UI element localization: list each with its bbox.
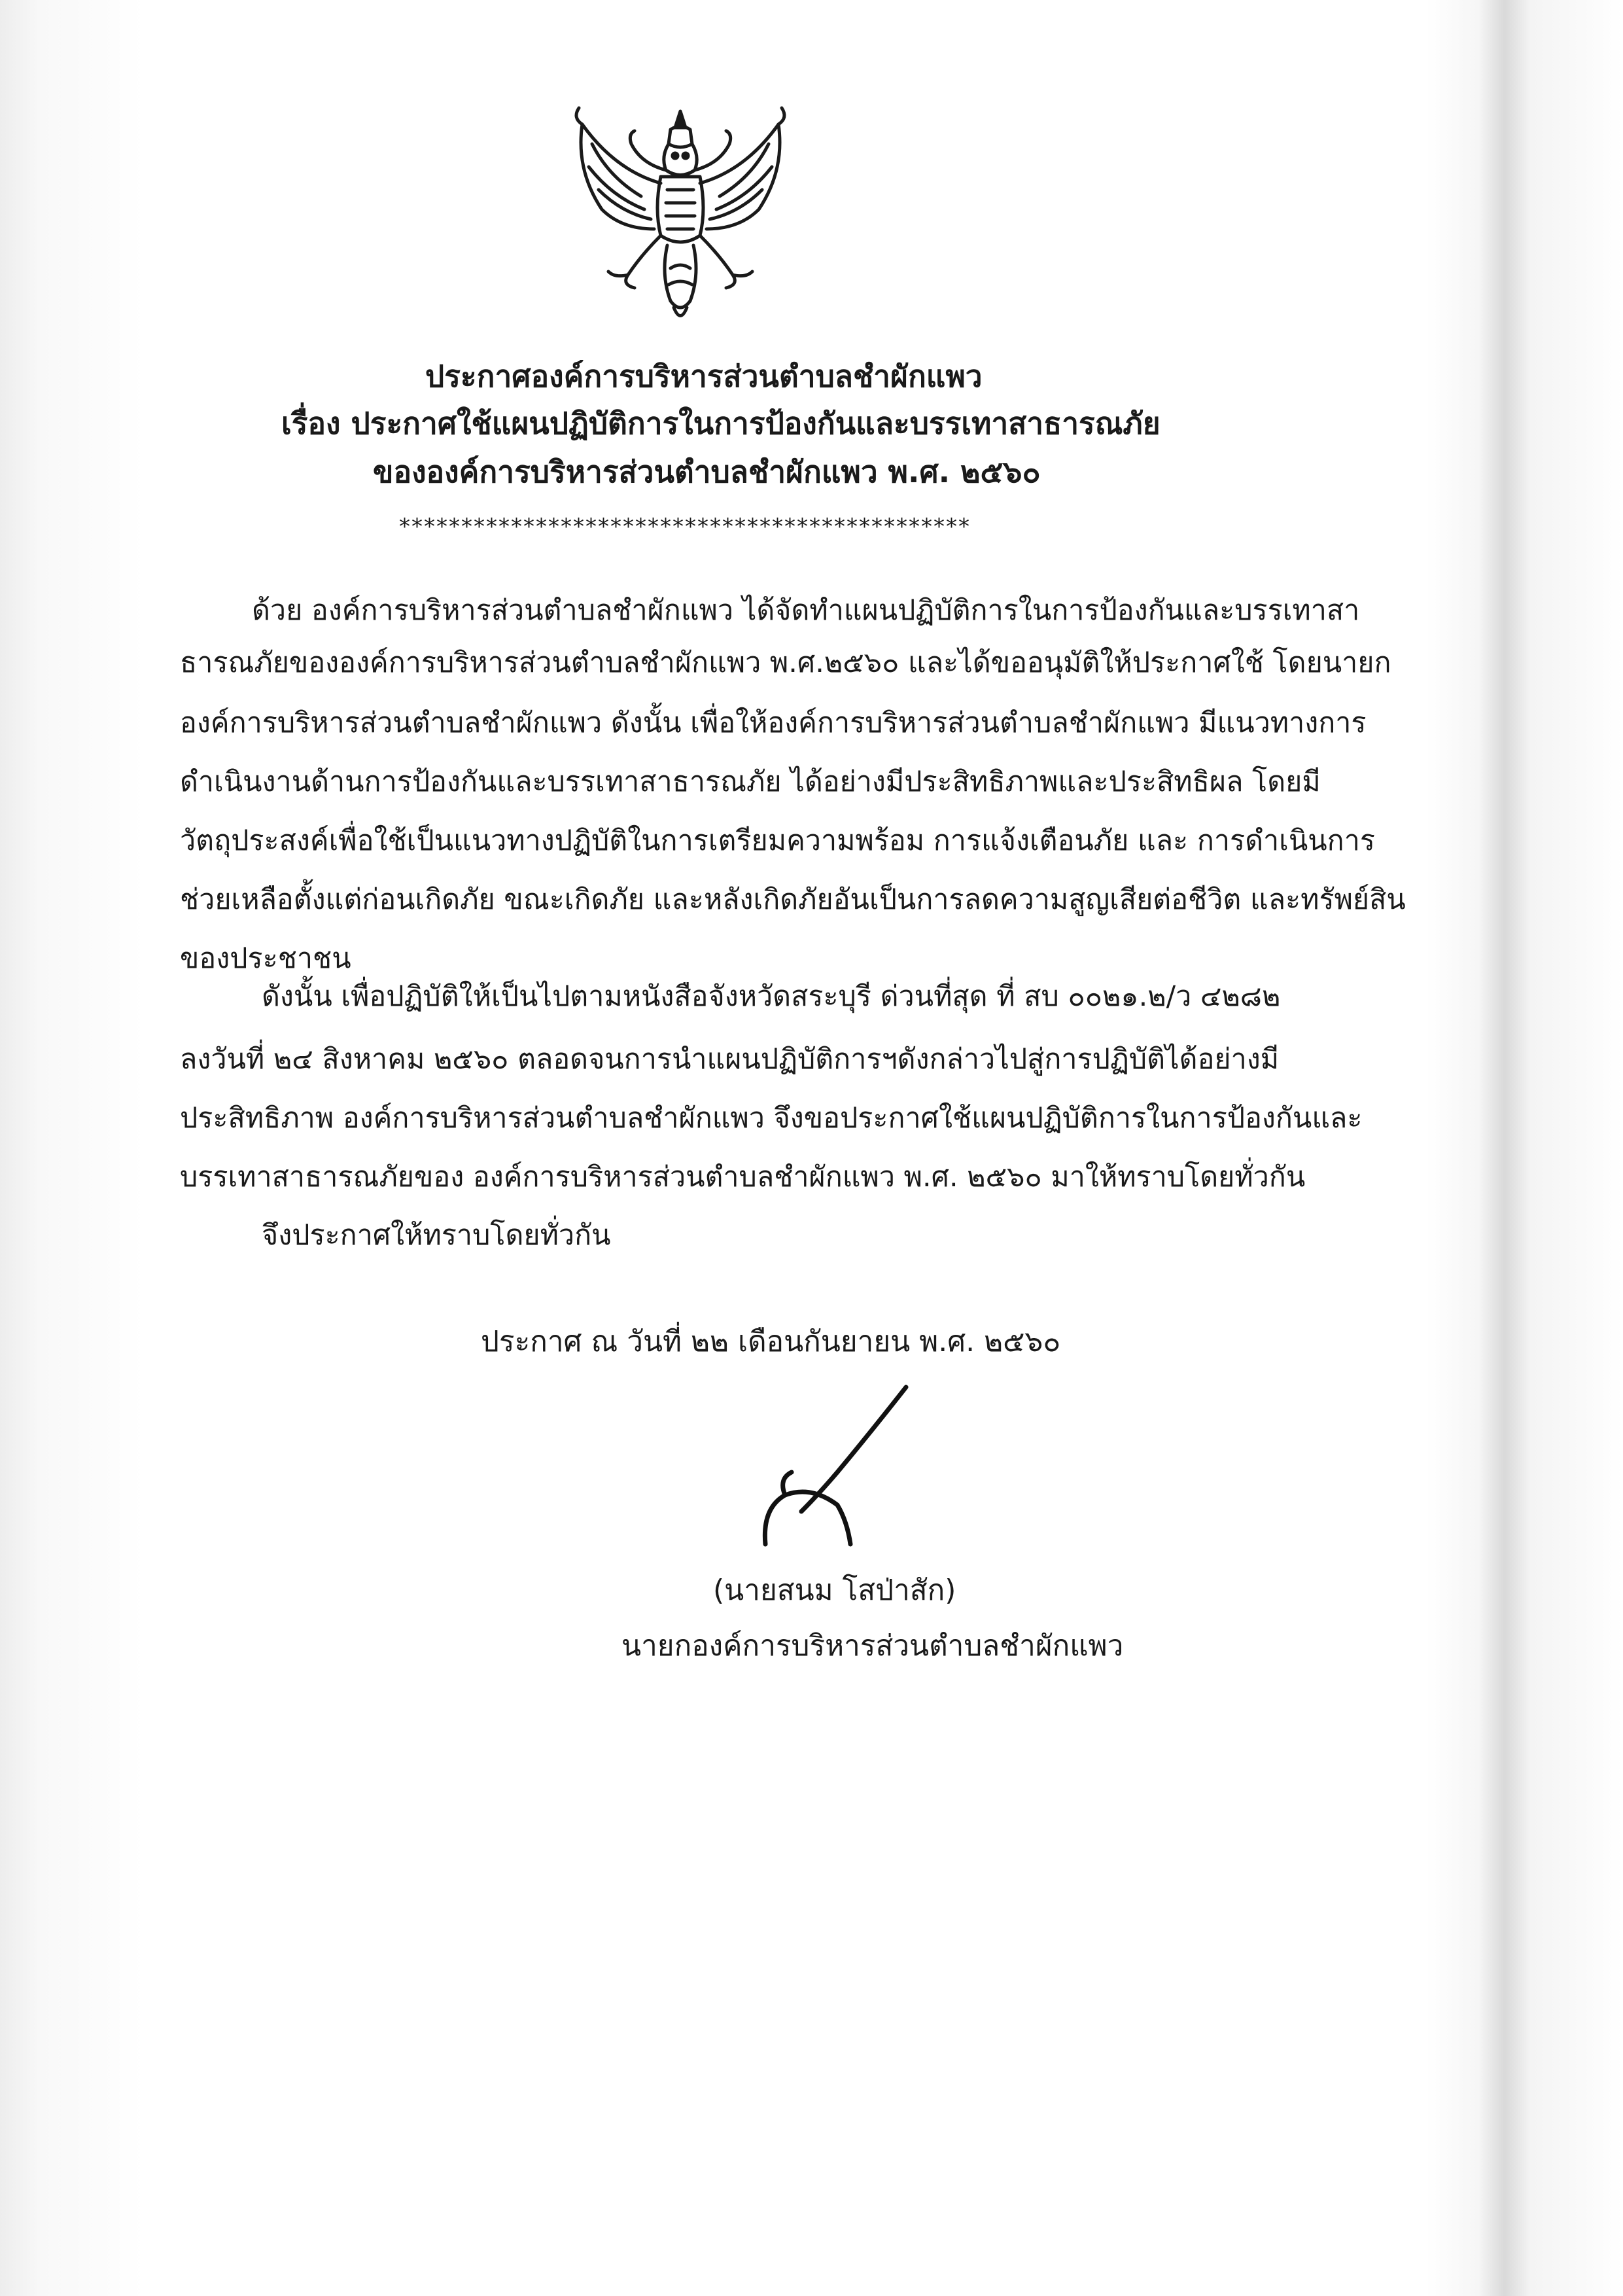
signer-position: นายกองค์การบริหารส่วนตำบลชำผักแพว [621, 1629, 1124, 1663]
paragraph-1-line-3: องค์การบริหารส่วนตำบลชำผักแพว ดังนั้น เพื่อให้องค์การบริหารส่วนตำบลชำผักแพว มีแนวทางการ [180, 707, 1367, 739]
paragraph-1-line-6: ช่วยเหลือตั้งแต่ก่อนเกิดภัย ขณะเกิดภัย และหลังเกิดภัยอันเป็นการลดความสูญเสียต่อชีวิต และทรัพย์สิน [180, 883, 1406, 916]
paragraph-2-line-1: ดังนั้น เพื่อปฏิบัติให้เป็นไปตามหนังสือจังหวัดสระบุรี ด่วนที่สุด ที่ สบ ๐๐๒๑.๒/ว ๔๒๘๒ [262, 980, 1281, 1013]
paragraph-1-line-7: ของประชาชน [180, 942, 351, 975]
title-separator: ********************************************** [399, 514, 971, 540]
paragraph-1-line-5: วัตถุประสงค์เพื่อใช้เป็นแนวทางปฏิบัติในการเตรียมความพร้อม การแจ้งเตือนภัย และ การดำเนินการ [180, 824, 1375, 857]
announcement-subject: เรื่อง ประกาศใช้แผนปฏิบัติการในการป้องกันและบรรเทาสาธารณภัย [281, 406, 1161, 441]
paragraph-3: จึงประกาศให้ทราบโดยทั่วกัน [262, 1219, 611, 1252]
garuda-emblem-icon [563, 98, 798, 340]
paragraph-1-line-2: ธารณภัยขององค์การบริหารส่วนตำบลชำผักแพว พ.ศ.๒๕๖๐ และได้ขออนุมัติให้ประกาศใช้ โดยนายก [180, 646, 1391, 679]
paragraph-2-line-4: บรรเทาสาธารณภัยของ องค์การบริหารส่วนตำบลชำผักแพว พ.ศ. ๒๕๖๐ มาให้ทราบโดยทั่วกัน [180, 1161, 1306, 1193]
paragraph-1-line-4: ดำเนินงานด้านการป้องกันและบรรเทาสาธารณภัย ได้อย่างมีประสิทธิภาพและประสิทธิผล โดยมี [180, 766, 1321, 798]
announcement-subject-line-2: ขององค์การบริหารส่วนตำบลชำผักแพว พ.ศ. ๒๕๖๐ [373, 454, 1041, 489]
paragraph-2-line-2: ลงวันที่ ๒๔ สิงหาคม ๒๕๖๐ ตลอดจนการนำแผนปฏิบัติการฯดังกล่าวไปสู่การปฏิบัติได้อย่างมี [180, 1043, 1280, 1076]
paragraph-1-line-1: ด้วย องค์การบริหารส่วนตำบลชำผักแพว ได้จัดทำแผนปฏิบัติการในการป้องกันและบรรเทาสา [252, 594, 1360, 627]
handwritten-signature-icon [739, 1374, 929, 1570]
announcement-date: ประกาศ ณ วันที่ ๒๒ เดือนกันยายน พ.ศ. ๒๕๖๐ [481, 1325, 1061, 1358]
signer-name: (นายสนม โสป่าสัก) [713, 1574, 956, 1607]
paragraph-2-line-3: ประสิทธิภาพ องค์การบริหารส่วนตำบลชำผักแพว จึงขอประกาศใช้แผนปฏิบัติการในการป้องกันและ [180, 1102, 1363, 1135]
announcement-title: ประกาศองค์การบริหารส่วนตำบลชำผักแพว [425, 359, 983, 394]
